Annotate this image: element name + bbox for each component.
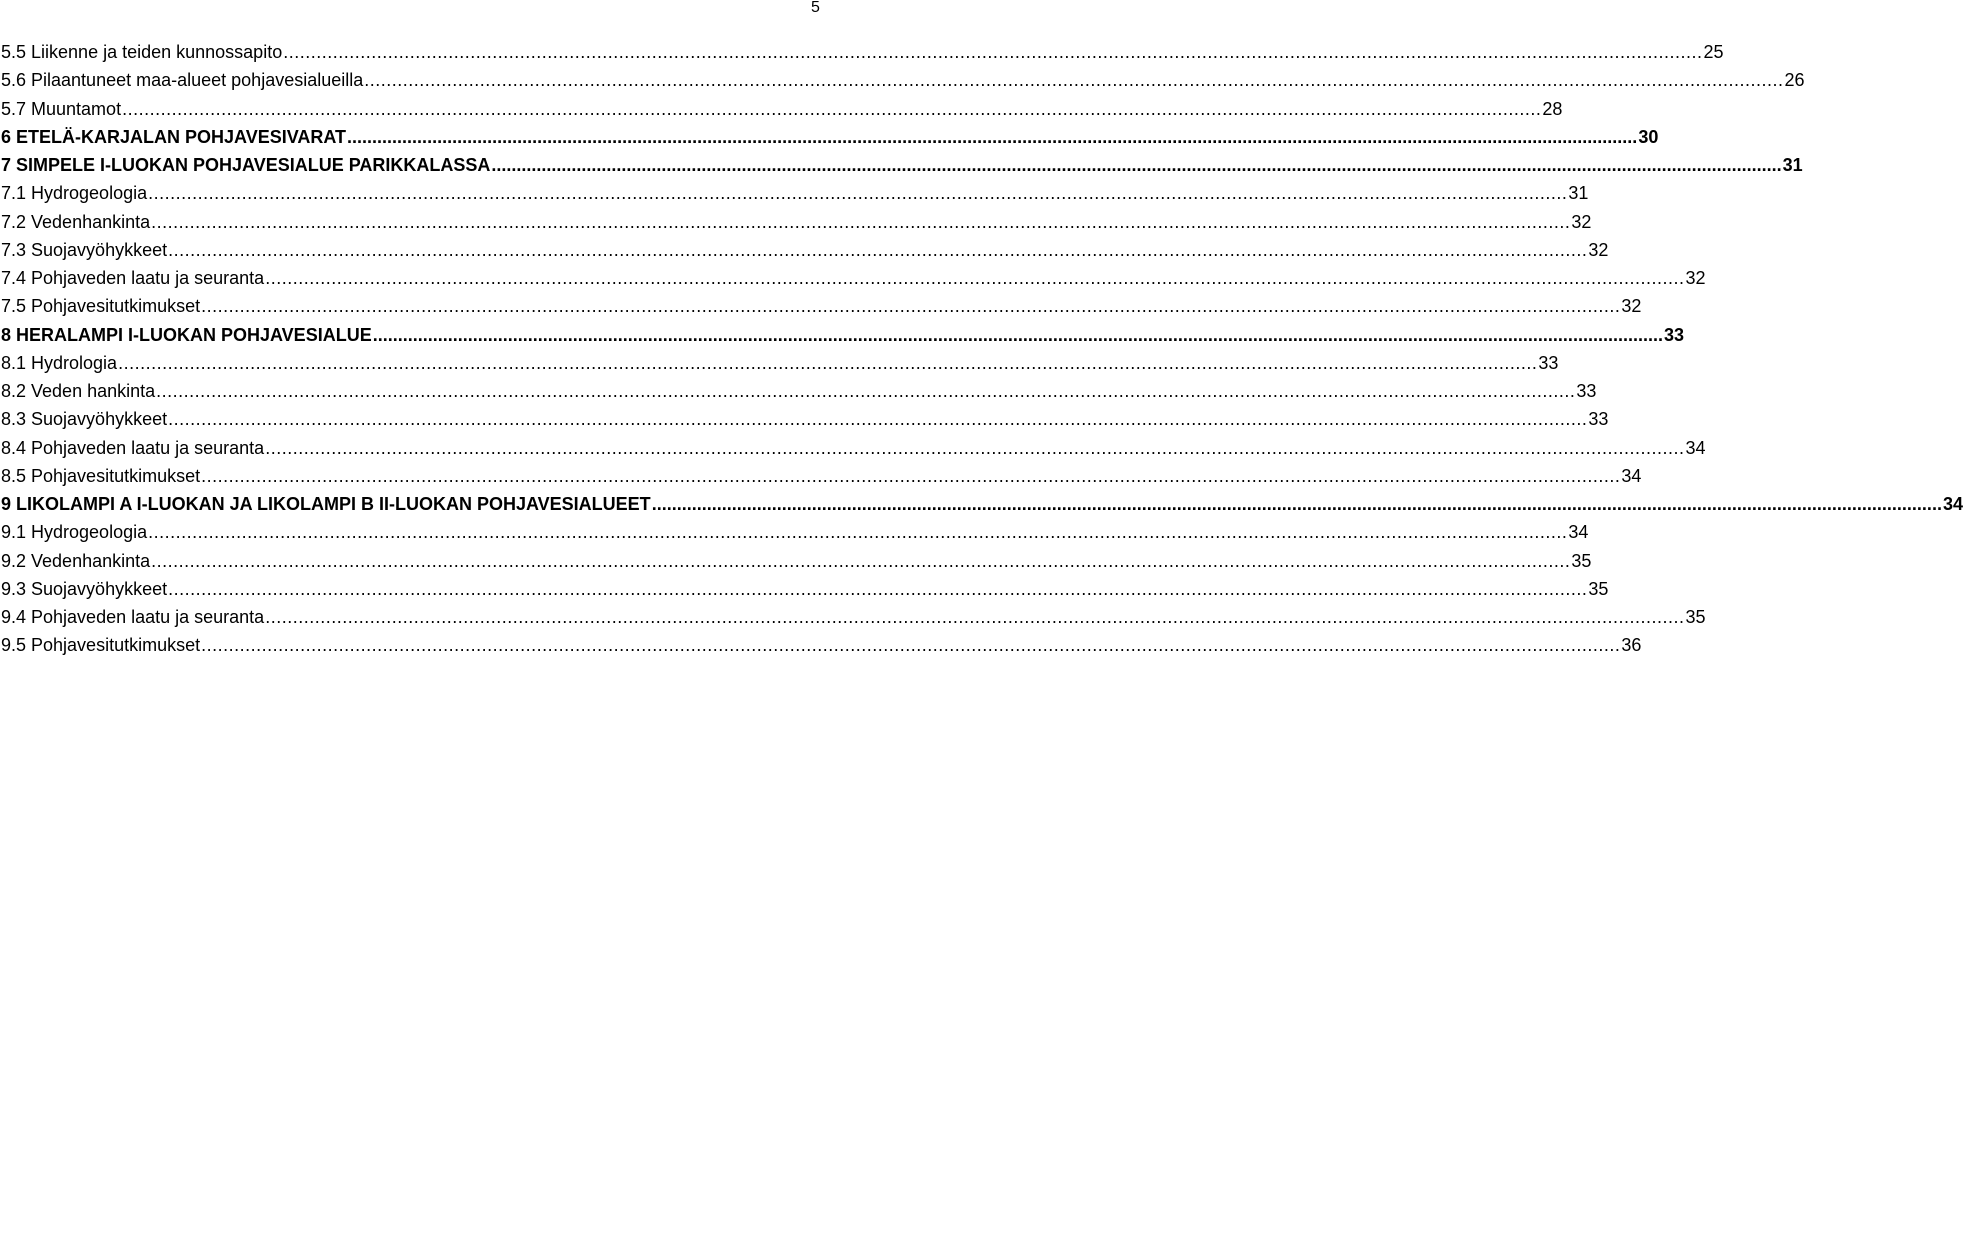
toc-dot-leader [118, 349, 1537, 377]
toc-section-entry[interactable] [1, 292, 1642, 320]
toc-entry-title: 8.2 Veden hankinta [1, 381, 156, 401]
toc-dot-leader [156, 377, 1575, 405]
toc-section-entry[interactable] [1, 603, 1706, 631]
toc-entry-title: 5.5 Liikenne ja teiden kunnossapito [1, 42, 283, 62]
toc-section-entry[interactable] [1, 349, 1559, 377]
toc-entry-page: 33 [1588, 409, 1609, 430]
toc-entry-page: 33 [1576, 381, 1597, 401]
toc-dot-leader [201, 292, 1620, 320]
toc-dot-leader [151, 547, 1570, 575]
toc-entry-title: 6 ETELÄ-KARJALAN POHJAVESIVARAT [1, 126, 347, 147]
toc-dot-leader [148, 518, 1567, 546]
toc-dot-leader [148, 179, 1567, 207]
toc-section-entry[interactable] [1, 66, 1805, 94]
toc-entry-page: 34 [1942, 494, 1963, 514]
toc-dot-leader [364, 66, 1783, 94]
toc-dot-leader [347, 123, 1637, 151]
toc-entry-page: 35 [1685, 607, 1706, 627]
toc-section-entry[interactable] [1, 264, 1706, 292]
toc-section-entry[interactable] [1, 575, 1609, 603]
toc-entry-page: 34 [1568, 522, 1589, 543]
toc-section-entry[interactable] [1, 405, 1609, 433]
toc-dot-leader [265, 434, 1684, 462]
toc-entry-title: 5.7 Muuntamot [1, 98, 122, 119]
toc-entry-page: 36 [1621, 635, 1642, 656]
toc-entry-title: 9.5 Pohjavesitutkimukset [1, 635, 201, 656]
toc-entry-page: 35 [1588, 578, 1609, 599]
toc-chapter-entry[interactable] [1, 123, 1659, 151]
toc-chapter-entry[interactable] [1, 321, 1684, 349]
toc-entry-page: 34 [1685, 437, 1706, 458]
toc-section-entry[interactable] [1, 179, 1589, 207]
toc-dot-leader [201, 462, 1620, 490]
toc-entry-page: 31 [1568, 183, 1589, 204]
toc-dot-leader [265, 264, 1684, 292]
toc-section-entry[interactable] [1, 518, 1589, 546]
toc-section-entry[interactable] [1, 462, 1642, 490]
toc-section-entry[interactable] [1, 434, 1706, 462]
toc-dot-leader [122, 95, 1541, 123]
toc-entry-page: 28 [1542, 98, 1563, 119]
toc-section-entry[interactable] [1, 236, 1609, 264]
toc-entry-title: 7.2 Vedenhankinta [1, 211, 151, 232]
toc-entry-page: 32 [1571, 211, 1592, 232]
toc-section-entry[interactable] [1, 377, 1597, 405]
toc-entry-page: 34 [1621, 465, 1642, 486]
toc-entry-page: 33 [1538, 352, 1559, 373]
toc-entry-title: 9.3 Suojavyöhykkeet [1, 578, 168, 599]
toc-entry-title: 9.1 Hydrogeologia [1, 522, 148, 543]
toc-entry-page: 26 [1784, 70, 1805, 91]
toc-section-entry[interactable] [1, 631, 1642, 659]
toc-entry-title: 8.1 Hydrologia [1, 352, 118, 373]
toc-entry-page: 32 [1588, 239, 1609, 260]
toc-entry-title: 8.5 Pohjavesitutkimukset [1, 465, 201, 486]
table-of-contents [1, 38, 1963, 660]
toc-dot-leader [168, 236, 1587, 264]
toc-entry-page: 31 [1782, 155, 1803, 175]
toc-entry-title: 5.6 Pilaantuneet maa-alueet pohjavesialueilla [1, 70, 364, 91]
toc-entry-page: 32 [1621, 296, 1642, 317]
toc-entry-page: 30 [1638, 126, 1659, 147]
toc-entry-title: 7.1 Hydrogeologia [1, 183, 148, 204]
toc-chapter-entry[interactable] [1, 151, 1803, 179]
toc-section-entry[interactable] [1, 95, 1563, 123]
toc-entry-title: 9 LIKOLAMPI A I-LUOKAN JA LIKOLAMPI B II-LUOKAN POHJAVESIALUEET [1, 494, 651, 514]
toc-entry-title: 7.4 Pohjaveden laatu ja seuranta [1, 268, 265, 288]
toc-entry-page: 35 [1571, 550, 1592, 571]
toc-entry-title: 8 HERALAMPI I-LUOKAN POHJAVESIALUE [1, 324, 372, 345]
toc-entry-title: 7 SIMPELE I-LUOKAN POHJAVESIALUE PARIKKALASSA [1, 155, 491, 175]
toc-entry-title: 9.4 Pohjaveden laatu ja seuranta [1, 607, 265, 627]
toc-entry-page: 33 [1663, 324, 1684, 345]
toc-entry-title: 7.5 Pohjavesitutkimukset [1, 296, 201, 317]
toc-dot-leader [151, 208, 1570, 236]
toc-section-entry[interactable] [1, 208, 1592, 236]
toc-dot-leader [652, 490, 1942, 518]
toc-dot-leader [283, 38, 1702, 66]
toc-section-entry[interactable] [1, 547, 1592, 575]
toc-dot-leader [168, 575, 1587, 603]
toc-dot-leader [265, 603, 1684, 631]
toc-dot-leader [201, 631, 1620, 659]
page-number: 5 [811, 0, 820, 16]
toc-chapter-entry[interactable] [1, 490, 1963, 518]
toc-section-entry[interactable] [1, 38, 1724, 66]
toc-dot-leader [168, 405, 1587, 433]
toc-dot-leader [373, 321, 1663, 349]
toc-entry-title: 7.3 Suojavyöhykkeet [1, 239, 168, 260]
toc-entry-title: 8.3 Suojavyöhykkeet [1, 409, 168, 430]
toc-dot-leader [491, 151, 1781, 179]
toc-entry-title: 8.4 Pohjaveden laatu ja seuranta [1, 437, 265, 458]
toc-entry-page: 32 [1685, 268, 1706, 288]
toc-entry-page: 25 [1703, 42, 1724, 62]
toc-entry-title: 9.2 Vedenhankinta [1, 550, 151, 571]
